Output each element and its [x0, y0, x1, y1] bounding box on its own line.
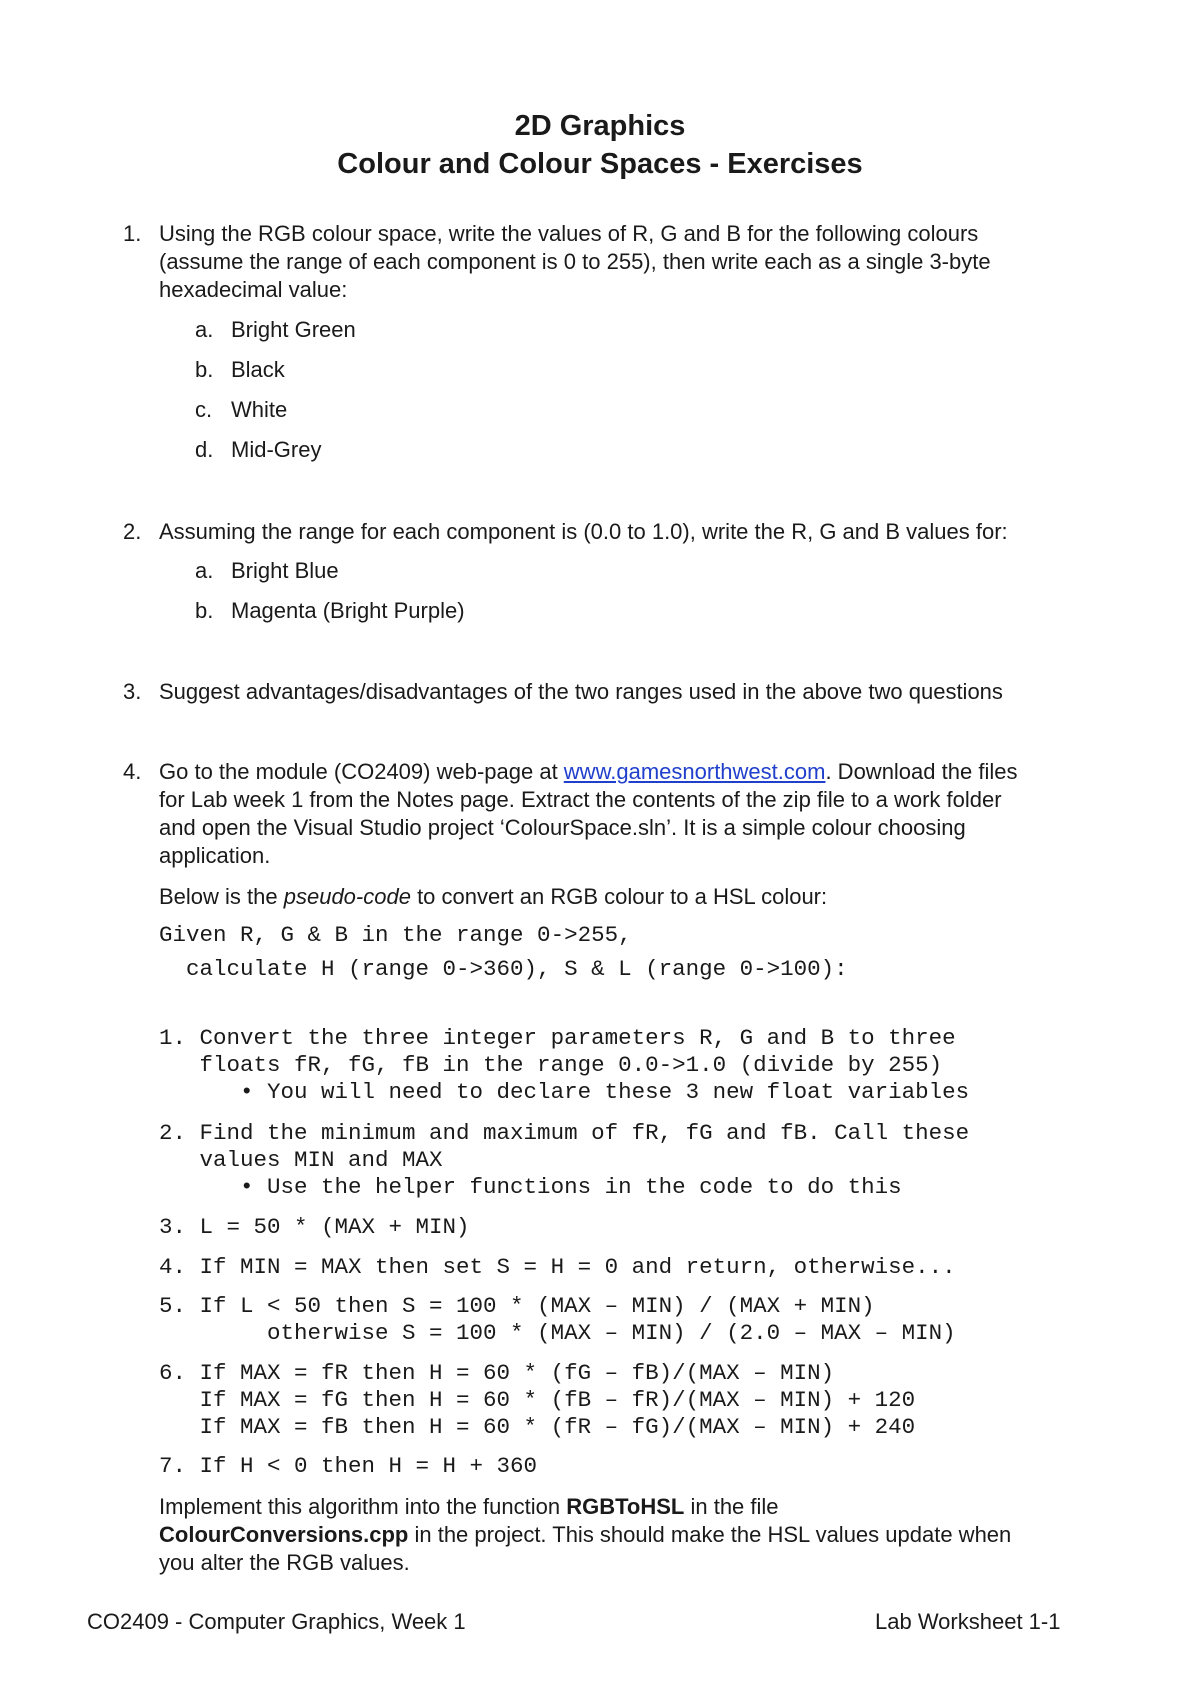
code-step: • Use the helper functions in the code to do this	[159, 1174, 902, 1200]
q1-item-text: Mid-Grey	[231, 437, 322, 462]
code-step: floats fR, fG, fB in the range 0.0->1.0 (divide by 255)	[159, 1052, 943, 1078]
code-step: 7. If H < 0 then H = H + 360	[159, 1453, 538, 1479]
module-webpage-link[interactable]: www.gamesnorthwest.com	[563, 759, 826, 784]
question-4-line: and open the Visual Studio project ‘ColourSpace.sln’. It is a simple colour choosing	[159, 815, 966, 840]
q1-item-letter: a.	[195, 317, 214, 342]
q4-text: Implement this algorithm into the function	[159, 1494, 567, 1519]
code-step: otherwise S = 100 * (MAX – MIN) / (2.0 – MAX – MIN)	[159, 1320, 956, 1346]
q1-item-letter: c.	[195, 397, 213, 422]
q2-item-text: Magenta (Bright Purple)	[231, 598, 465, 623]
file-name: ColourConversions.cpp	[159, 1522, 409, 1547]
code-step: 4. If MIN = MAX then set S = H = 0 and return, otherwise...	[159, 1254, 956, 1280]
pseudo-code-term: pseudo-code	[283, 884, 411, 909]
question-1-line: Using the RGB colour space, write the values of R, G and B for the following colours	[159, 221, 979, 246]
question-4-number: 4.	[123, 759, 142, 784]
implement-line: you alter the RGB values.	[159, 1550, 410, 1575]
page-title: 2D Graphics	[514, 110, 686, 142]
code-step: 1. Convert the three integer parameters R, G and B to three	[159, 1025, 956, 1051]
question-2-number: 2.	[123, 519, 142, 544]
code-step: 3. L = 50 * (MAX + MIN)	[159, 1214, 470, 1240]
q2-item-letter: a.	[195, 558, 214, 583]
q1-item-letter: d.	[195, 437, 214, 462]
q1-item-text: White	[231, 397, 288, 422]
page-subtitle: Colour and Colour Spaces - Exercises	[337, 148, 863, 180]
question-4-line: application.	[159, 843, 271, 868]
implement-line	[159, 1521, 1011, 1549]
q4-text: in the project. This should make the HSL values update when	[408, 1522, 1012, 1547]
question-1-number: 1.	[123, 221, 142, 246]
code-step: 6. If MAX = fR then H = 60 * (fG – fB)/(MAX – MIN)	[159, 1360, 835, 1386]
q4-text: Go to the module (CO2409) web-page at	[159, 759, 564, 784]
question-2-line: Assuming the range for each component is (0.0 to 1.0), write the R, G and B values for:	[159, 519, 1008, 544]
code-step: If MAX = fB then H = 60 * (fR – fG)/(MAX – MIN) + 240	[159, 1414, 916, 1440]
q1-item-text: Black	[231, 357, 285, 382]
implement-line	[159, 1493, 779, 1521]
code-step: 5. If L < 50 then S = 100 * (MAX – MIN) / (MAX + MIN)	[159, 1293, 875, 1319]
code-line: calculate H (range 0->360), S & L (range 0->100):	[159, 956, 848, 982]
code-step: • You will need to declare these 3 new float variables	[159, 1079, 970, 1105]
question-1-line: hexadecimal value:	[159, 277, 348, 302]
question-3-line: Suggest advantages/disadvantages of the two ranges used in the above two questions	[159, 679, 1003, 704]
question-4-first-line	[159, 758, 1017, 786]
question-3-number: 3.	[123, 679, 142, 704]
pseudo-code-intro	[159, 883, 827, 911]
q2-item-text: Bright Blue	[231, 558, 339, 583]
q4-text: to convert an RGB colour to a HSL colour:	[410, 884, 828, 909]
code-step: values MIN and MAX	[159, 1147, 443, 1173]
footer-course: CO2409 - Computer Graphics, Week 1	[87, 1609, 466, 1634]
q1-item-letter: b.	[195, 357, 214, 382]
footer-worksheet: Lab Worksheet 1-1	[875, 1609, 1061, 1634]
q4-text: in the file	[684, 1494, 779, 1519]
q4-text: . Download the files	[825, 759, 1018, 784]
function-name: RGBToHSL	[566, 1494, 685, 1519]
code-step: If MAX = fG then H = 60 * (fB – fR)/(MAX – MIN) + 120	[159, 1387, 916, 1413]
q2-item-letter: b.	[195, 598, 214, 623]
q1-item-text: Bright Green	[231, 317, 356, 342]
code-step: 2. Find the minimum and maximum of fR, fG and fB. Call these	[159, 1120, 970, 1146]
q4-text: Below is the	[159, 884, 284, 909]
code-line: Given R, G & B in the range 0->255,	[159, 922, 632, 948]
question-1-line: (assume the range of each component is 0 to 255), then write each as a single 3-byte	[159, 249, 991, 274]
question-4-line: for Lab week 1 from the Notes page. Extract the contents of the zip file to a work folder	[159, 787, 1002, 812]
